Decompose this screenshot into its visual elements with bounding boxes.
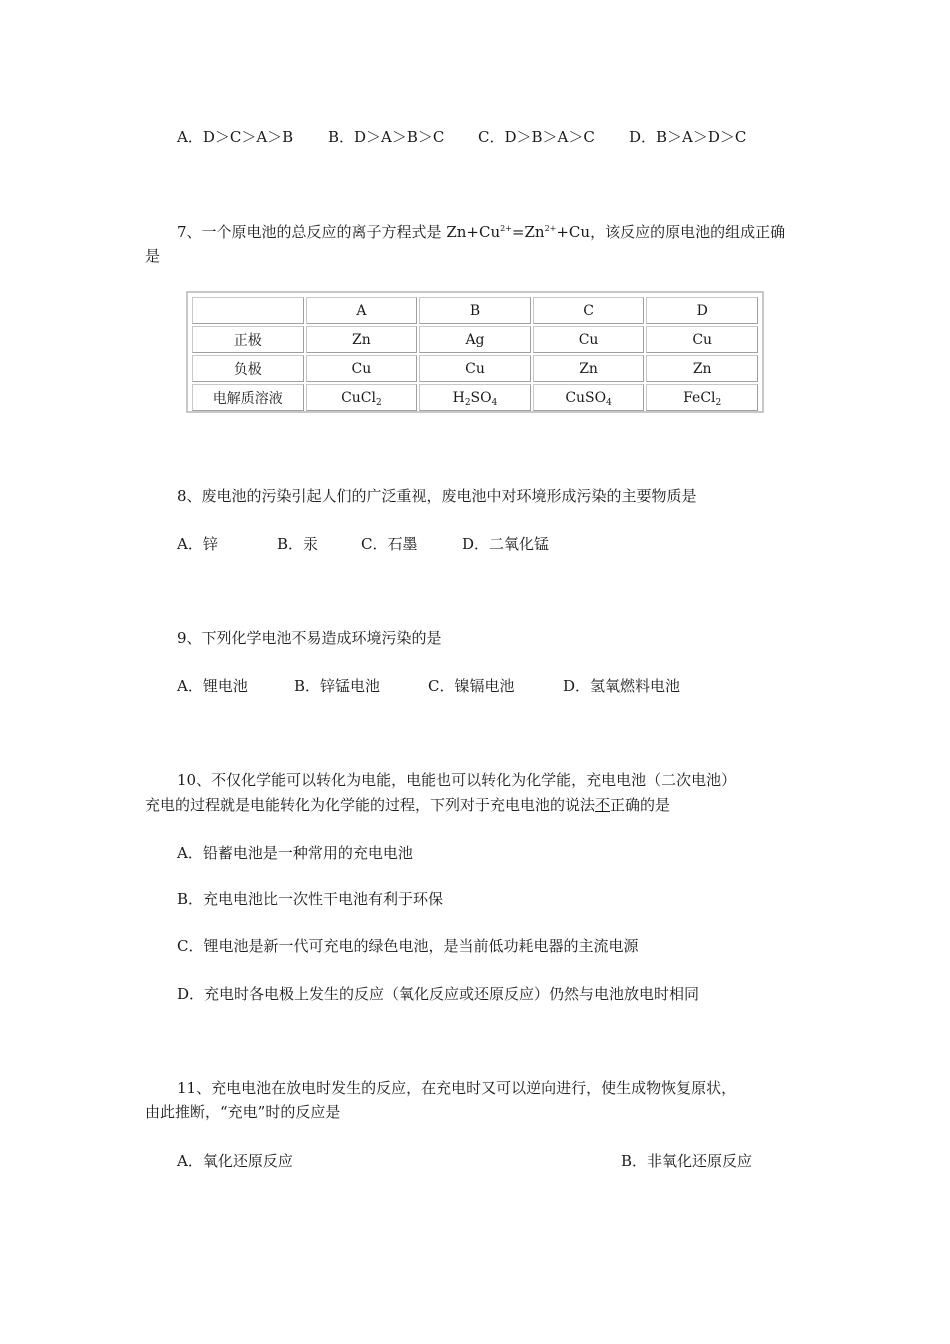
table-header-cell: A [306, 297, 418, 324]
q7-stem-mid: =Zn [511, 223, 545, 241]
table-header-cell: B [419, 297, 531, 324]
table-header-cell [192, 297, 304, 324]
q7-stem [177, 221, 785, 243]
table-cell: Zn [533, 355, 645, 382]
q9-stem: 9、下列化学电池不易造成环境污染的是 [177, 629, 442, 647]
q7-grid [190, 295, 760, 413]
q10-option-a: A．铅蓄电池是一种常用的充电电池 [177, 844, 413, 862]
q6-option-d: D．B＞A＞D＞C [629, 128, 747, 146]
table-cell: $H_2SO_4$ [419, 384, 531, 411]
table-cell: Cu [419, 355, 531, 382]
q7-stem-line2: 是 [145, 247, 161, 265]
q7-stem-suffix: +Cu，该反应的原电池的组成正确 [556, 223, 786, 241]
q7-table [186, 291, 764, 413]
table-header-cell: C [533, 297, 645, 324]
q10-emphasis: 不 [595, 796, 611, 814]
q10-option-c: C．锂电池是新一代可充电的绿色电池，是当前低功耗电器的主流电源 [177, 937, 639, 955]
q8-stem: 8、废电池的污染引起人们的广泛重视，废电池中对环境形成污染的主要物质是 [177, 487, 697, 505]
table-row-label: 正极 [192, 326, 304, 353]
table-cell: Cu [306, 355, 418, 382]
table-cell: Cu [533, 326, 645, 353]
table-cell: FeCl$_2$ [646, 384, 758, 411]
q9-option-c: C．镍镉电池 [428, 677, 515, 695]
table-cell: Ag [419, 326, 531, 353]
q7-charge-1: 2+ [500, 224, 512, 233]
q8-option-d: D．二氧化锰 [462, 535, 550, 553]
q10-option-d: D．充电时各电极上发生的反应（氧化反应或还原反应）仍然与电池放电时相同 [177, 985, 700, 1003]
q11-option-b: B．非氧化还原反应 [621, 1152, 753, 1170]
table-cell: CuSO$_4$ [533, 384, 645, 411]
q11-option-a: A．氧化还原反应 [177, 1152, 293, 1170]
table-cell: Cu [646, 326, 758, 353]
table-cell: CuCl$_2$ [306, 384, 418, 411]
table-cell: Zn [306, 326, 418, 353]
q6-option-b: B．D＞A＞B＞C [328, 128, 445, 146]
q11-stem-line1: 11、充电电池在放电时发生的反应，在充电时又可以逆向进行，使生成物恢复原状， [177, 1079, 737, 1097]
q10-stem-line2: 充电的过程就是电能转化为化学能的过程，下列对于充电电池的说法不正确的是 [145, 796, 671, 814]
q6-option-a: A．D＞C＞A＞B [177, 128, 294, 146]
q10-stem-line1: 10、不仅化学能可以转化为电能，电能也可以转化为化学能，充电电池（二次电池） [177, 771, 737, 789]
table-header-cell: D [646, 297, 758, 324]
q8-option-a: A．锌 [177, 535, 218, 553]
table-row-electrolyte [192, 384, 758, 411]
q11-stem-line2: 由此推断，“充电”时的反应是 [145, 1103, 341, 1121]
table-cell: Zn [646, 355, 758, 382]
q9-option-b: B．锌锰电池 [294, 677, 381, 695]
table-row [192, 326, 758, 353]
q8-option-c: C．石墨 [361, 535, 418, 553]
q8-option-b: B．汞 [277, 535, 319, 553]
q9-option-d: D．氢氧燃料电池 [563, 677, 681, 695]
table-row-label: 电解质溶液 [192, 384, 304, 411]
q10-option-b: B．充电电池比一次性干电池有利于环保 [177, 890, 444, 908]
q9-option-a: A．锂电池 [177, 677, 248, 695]
table-row-label: 负极 [192, 355, 304, 382]
table-header-row [192, 297, 758, 324]
table-row [192, 355, 758, 382]
q7-stem-prefix: 7、一个原电池的总反应的离子方程式是 Zn+Cu [177, 223, 501, 241]
q7-charge-2: 2+ [544, 224, 557, 233]
q6-option-c: C．D＞B＞A＞C [478, 128, 595, 146]
